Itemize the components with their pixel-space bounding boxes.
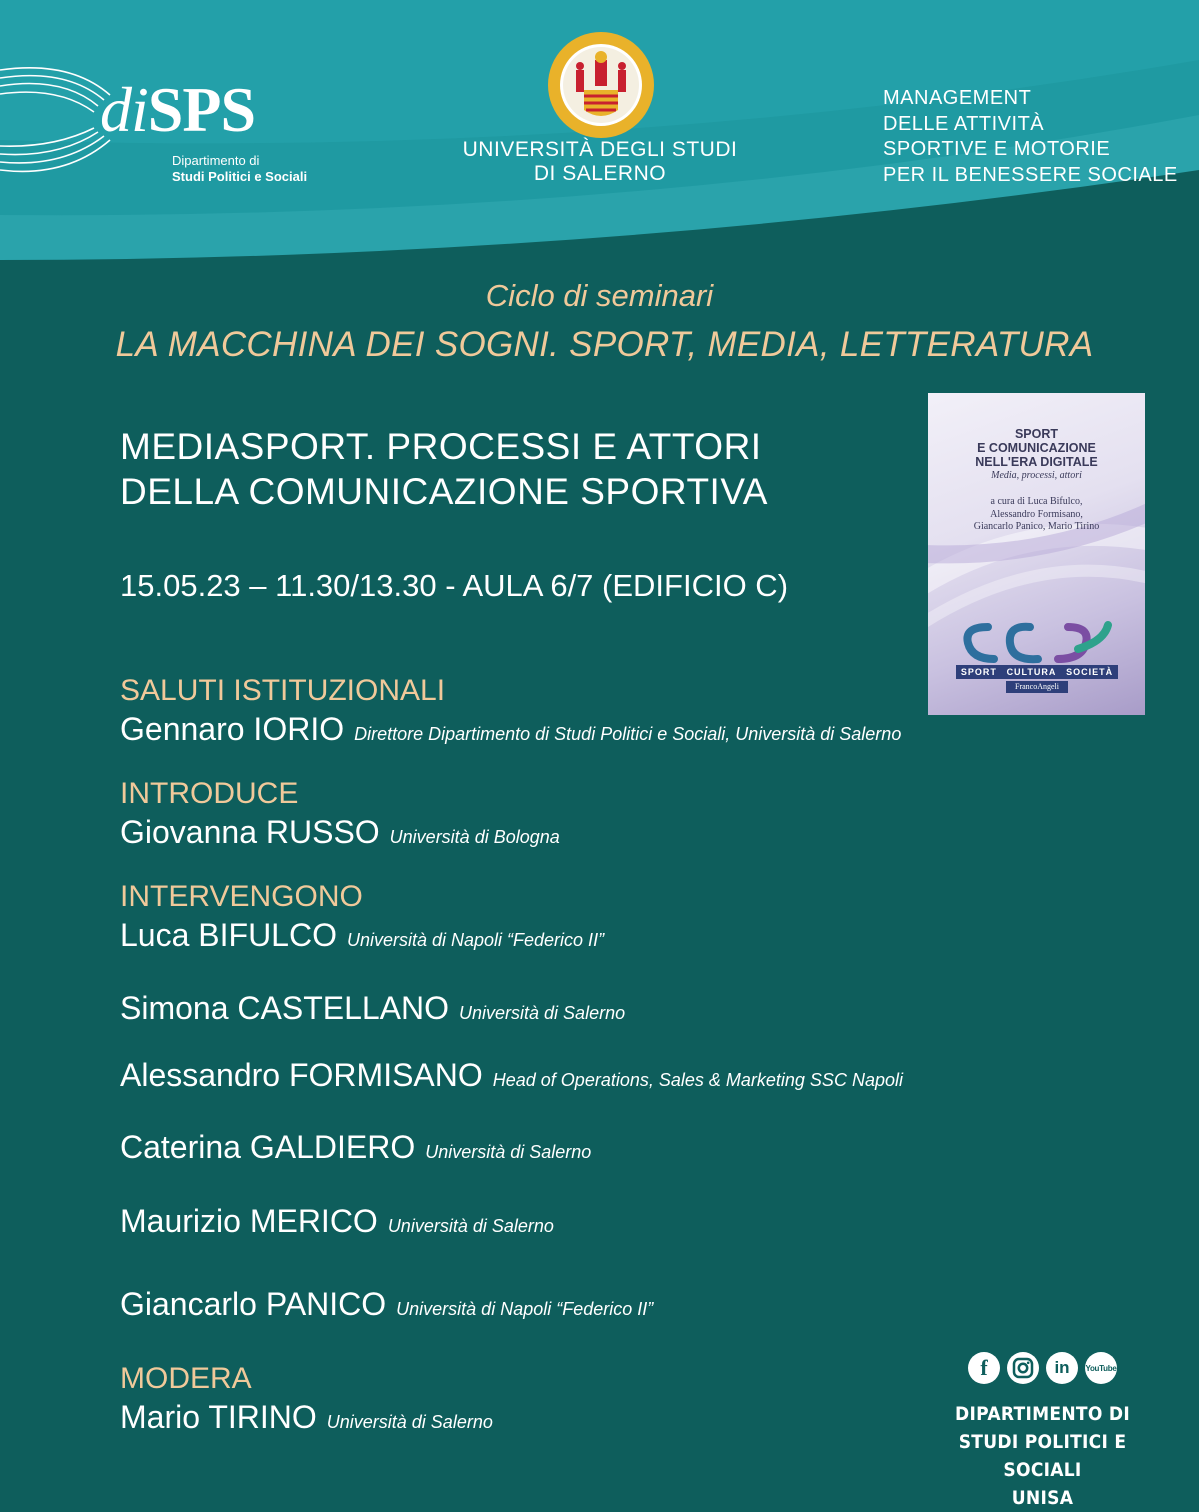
university-seal-icon <box>546 30 656 140</box>
speaker-row <box>120 1131 1020 1163</box>
instagram-icon[interactable] <box>1007 1352 1039 1384</box>
disps-logo-text <box>100 74 256 145</box>
cycle-label: Ciclo di seminari <box>485 278 714 313</box>
speaker-row <box>120 816 1020 848</box>
university-name <box>440 138 760 186</box>
course-line: SPORTIVE E MOTORIE <box>883 138 1111 160</box>
youtube-icon[interactable]: YouTube <box>1085 1352 1117 1384</box>
section-label <box>120 882 1020 912</box>
event-title-line2: DELLA COMUNICAZIONE SPORTIVA <box>120 471 768 512</box>
speaker-affiliation: Università di Salerno <box>326 1412 493 1432</box>
event-title <box>120 424 768 514</box>
book-editor-line: Giancarlo Panico, Mario Tirino <box>973 521 1100 532</box>
speaker-row <box>120 1059 1020 1091</box>
cycle-title: LA MACCHINA DEI SOGNI. SPORT, MEDIA, LETTERATURA <box>115 325 1094 364</box>
speaker-name: Gennaro IORIO <box>120 711 345 747</box>
course-line: DELLE ATTIVITÀ <box>883 112 1045 135</box>
book-editor-line: a cura di Luca Bifulco, <box>990 496 1083 507</box>
university-line2: DI SALERNO <box>533 162 667 185</box>
disps-dept-line2: Studi Politici e Sociali <box>172 169 308 184</box>
book-title-line: NELL'ERA DIGITALE <box>975 455 1098 469</box>
speaker-affiliation: Università di Napoli “Federico II” <box>346 930 605 950</box>
facebook-icon[interactable]: f <box>968 1352 1000 1384</box>
series-word: SOCIETÀ <box>1066 667 1114 677</box>
section-moderator-label: MODERA <box>120 1362 252 1395</box>
dept-line: DIPARTIMENTO DI <box>955 1403 1130 1425</box>
speaker-affiliation: Direttore Dipartimento di Studi Politici e Sociali, Università di Salerno <box>354 724 902 744</box>
speaker-row <box>120 992 1020 1024</box>
series-word: CULTURA <box>1006 667 1057 677</box>
series-logo-icon <box>958 619 1118 665</box>
section-intro-label: INTRODUCE <box>120 777 299 810</box>
series-word: SPORT <box>960 667 997 677</box>
event-title-line1: MEDIASPORT. PROCESSI E ATTORI <box>120 426 762 467</box>
speaker-row <box>120 1401 1020 1433</box>
speaker-row <box>120 713 1020 745</box>
disps-dept-line1: Dipartimento di <box>172 153 260 168</box>
speaker-name: Mario TIRINO <box>120 1399 317 1435</box>
disps-department <box>172 153 307 185</box>
speaker-name: Luca BIFULCO <box>120 917 337 953</box>
speaker-name: Giovanna RUSSO <box>120 814 380 850</box>
book-title <box>928 427 1145 469</box>
speaker-affiliation: Head of Operations, Sales & Marketing SSC Napoli <box>492 1070 903 1090</box>
book-editor-line: Alessandro Formisano, <box>990 508 1083 520</box>
section-talks-label: INTERVENGONO <box>120 880 363 913</box>
footer-department <box>932 1400 1153 1512</box>
speaker-name: Maurizio MERICO <box>120 1203 378 1239</box>
book-title-line: SPORT <box>1014 427 1059 441</box>
event-date-place: 15.05.23 – 11.30/13.30 - AULA 6/7 (EDIFICIO C) <box>120 568 789 603</box>
book-cover <box>928 393 1145 715</box>
speaker-affiliation: Università di Salerno <box>425 1142 592 1162</box>
course-line: PER IL BENESSERE SOCIALE <box>883 163 1178 186</box>
speaker-affiliation: Università di Salerno <box>387 1216 554 1236</box>
course-name <box>883 86 1178 188</box>
course-line: MANAGEMENT <box>883 87 1032 109</box>
section-label <box>120 779 1020 809</box>
disps-di: di <box>100 74 148 145</box>
speaker-row <box>120 1205 1020 1237</box>
section-greetings-label: SALUTI ISTITUZIONALI <box>120 674 446 707</box>
linkedin-icon[interactable]: in <box>1046 1352 1078 1384</box>
dept-line: STUDI POLITICI E SOCIALI <box>958 1431 1127 1481</box>
speaker-row <box>120 1288 1020 1320</box>
section-label <box>120 676 1020 706</box>
speaker-affiliation: Università di Bologna <box>389 827 560 847</box>
speaker-row <box>120 919 1020 951</box>
speaker-name: Simona CASTELLANO <box>120 990 450 1026</box>
speaker-affiliation: Università di Salerno <box>459 1003 626 1023</box>
section-label <box>120 1364 1020 1394</box>
disps-sps: SPS <box>147 74 256 145</box>
speaker-name: Caterina GALDIERO <box>120 1129 416 1165</box>
social-icons <box>968 1352 1117 1384</box>
dept-line: UNISA <box>1011 1487 1074 1509</box>
book-title-line: E COMUNICAZIONE <box>977 441 1096 455</box>
speaker-name: Giancarlo PANICO <box>120 1286 387 1322</box>
book-publisher: FrancoAngeli <box>1006 681 1068 693</box>
speaker-name: Alessandro FORMISANO <box>120 1057 483 1093</box>
book-subtitle: Media, processi, attori <box>991 470 1082 481</box>
university-line1: UNIVERSITÀ DEGLI STUDI <box>462 138 738 161</box>
speaker-affiliation: Università di Napoli “Federico II” <box>396 1299 654 1319</box>
book-editors <box>928 496 1145 534</box>
